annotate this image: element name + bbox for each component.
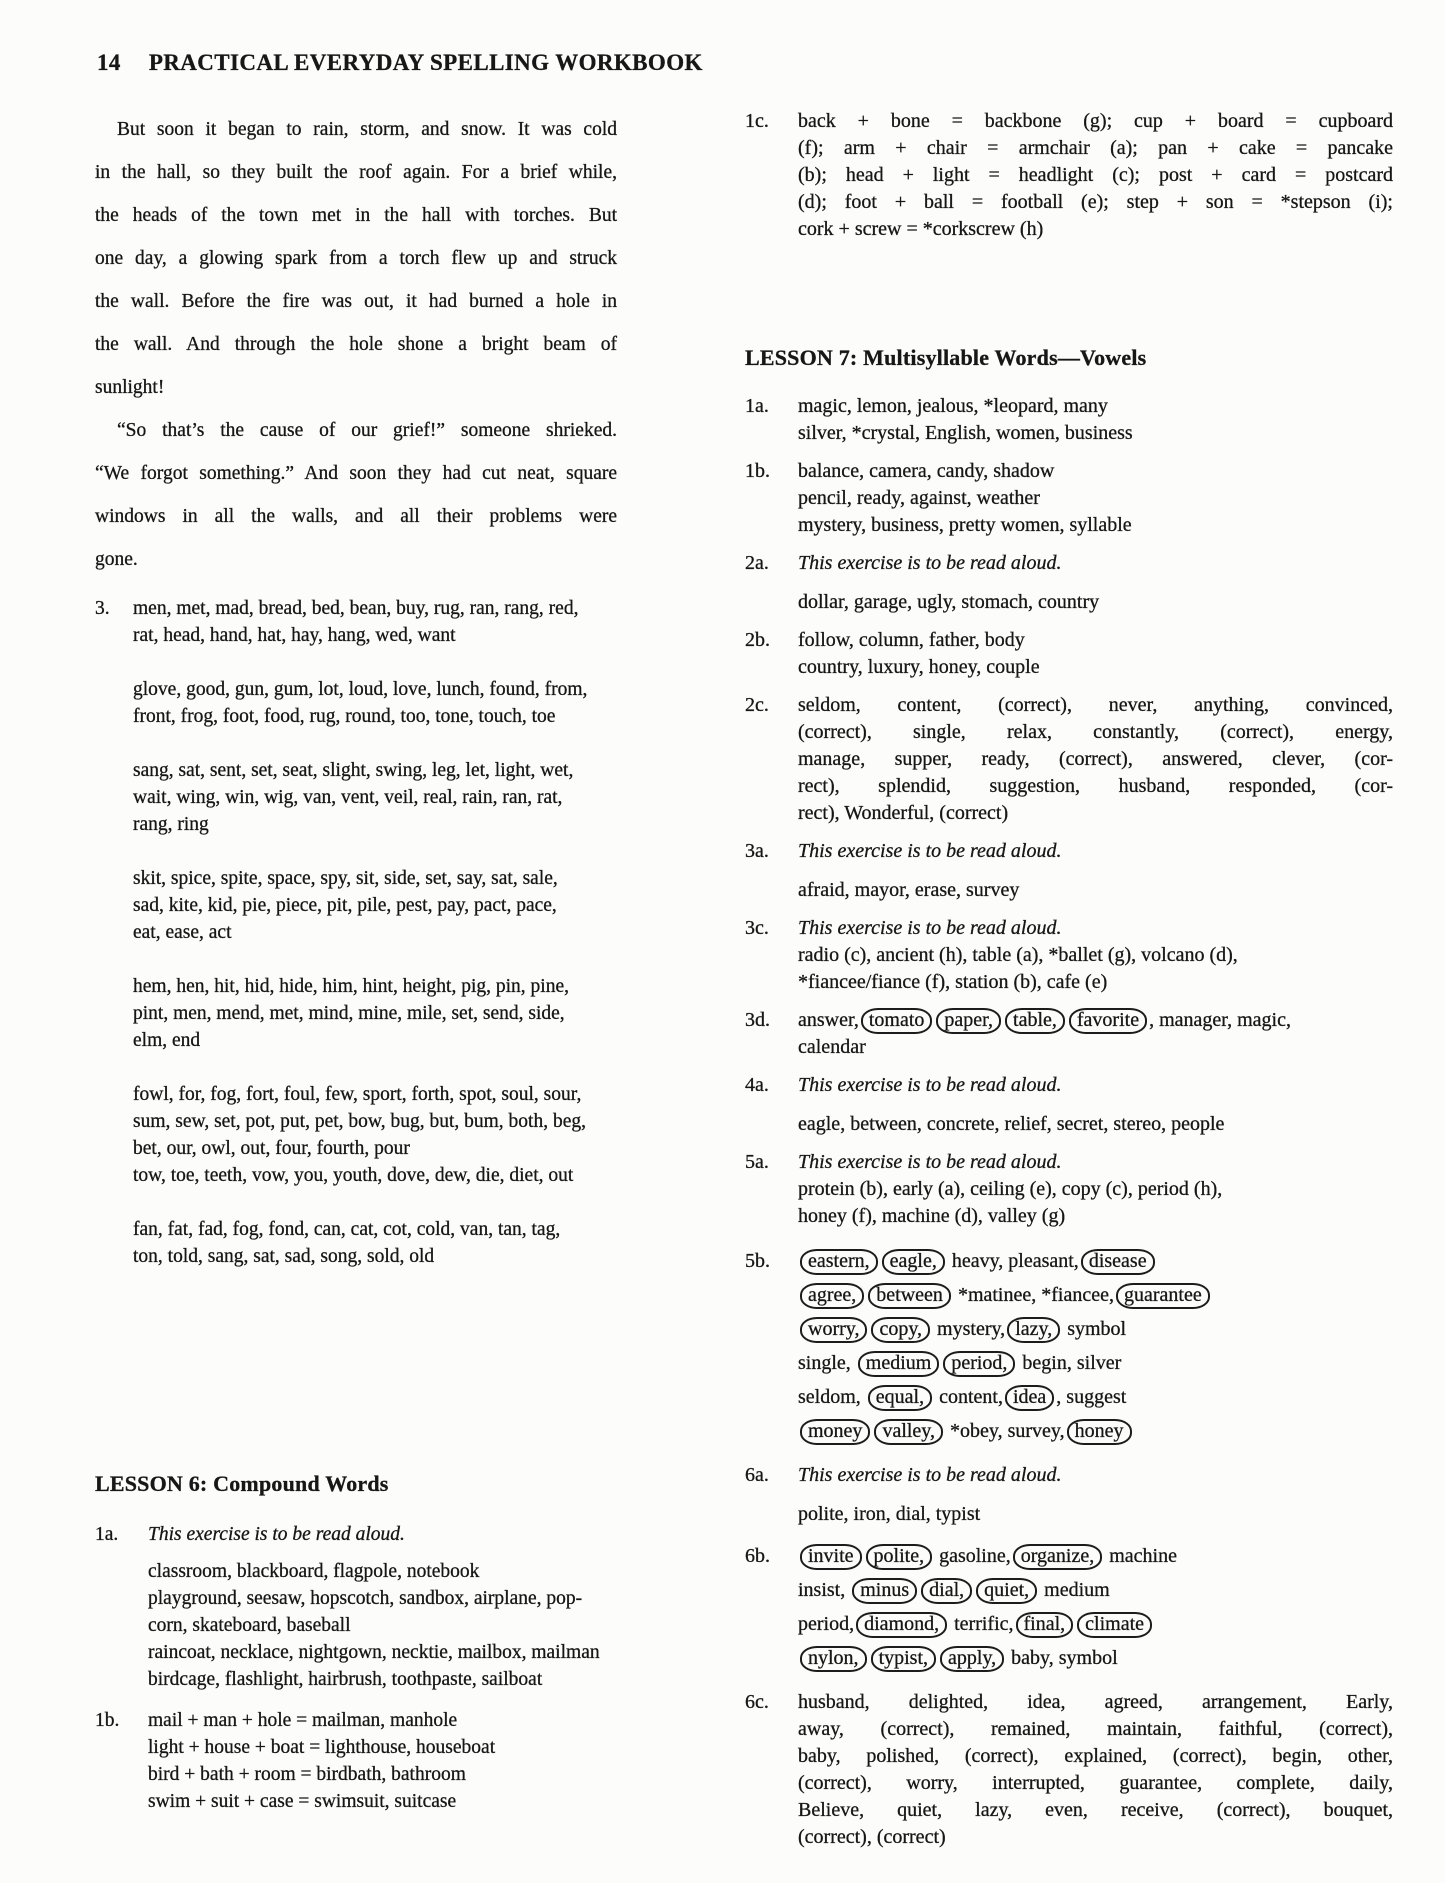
line-gap: [133, 1054, 617, 1081]
item-body: [798, 108, 1393, 243]
item-label: 1a.: [95, 1524, 119, 1545]
item-body: [95, 409, 617, 581]
circled-answer: typist,: [871, 1646, 936, 1672]
read-aloud-instruction: This exercise is to be read aloud.: [148, 1524, 405, 1545]
text-segment: *obey, survey,: [945, 1420, 1065, 1442]
item-1c: [745, 108, 1393, 243]
read-aloud-instruction: This exercise is to be read aloud.: [798, 552, 1062, 574]
text-line: silver, *crystal, English, women, business: [798, 422, 1133, 444]
item-body: [798, 1539, 1393, 1675]
text-line: (correct), (correct): [798, 1826, 946, 1848]
text-segment: period,: [798, 1613, 855, 1635]
text-line: rang, ring: [133, 814, 209, 835]
line-gap: [133, 946, 617, 973]
circled-answer: favorite: [1069, 1008, 1147, 1034]
item-label: 6a.: [745, 1464, 769, 1486]
text-line: [798, 1312, 1393, 1346]
text-line: seldom, content, (correct), never, anything, convinced,: [798, 694, 1393, 716]
item-label: 4a.: [745, 1074, 769, 1096]
item-2a: [745, 550, 1393, 616]
text-line: *fiancee/fiance (f), station (b), cafe (e): [798, 971, 1108, 993]
circled-answer: dial,: [921, 1578, 972, 1604]
item-1a-compound: [95, 1521, 617, 1693]
text-line: manage, supper, ready, (correct), answered, clever, (cor-: [798, 748, 1393, 770]
item-label: 2c.: [745, 694, 769, 716]
item-body: [798, 1244, 1393, 1448]
text-line: afraid, mayor, erase, survey: [798, 879, 1020, 901]
circled-answer: copy,: [871, 1317, 930, 1343]
circled-answer: medium: [858, 1351, 940, 1377]
text-line: wait, wing, win, wig, van, vent, veil, real, rain, ran, rat,: [133, 787, 563, 808]
spacer: [745, 255, 1393, 345]
item-label: 3.: [95, 598, 110, 619]
item-label: 3a.: [745, 840, 769, 862]
read-aloud-instruction: This exercise is to be read aloud.: [798, 1464, 1062, 1486]
text-line: tow, toe, teeth, vow, you, youth, dove, dew, die, diet, out: [133, 1165, 574, 1186]
item-3d: [745, 1007, 1393, 1061]
text-line: cork + screw = *corkscrew (h): [798, 218, 1044, 240]
text-line: mail + man + hole = mailman, manhole: [148, 1710, 458, 1731]
circled-answer: tomato: [861, 1008, 933, 1034]
item-6c: [745, 1689, 1393, 1851]
item-1b-compound: [95, 1707, 617, 1815]
text-line: rect), splendid, suggestion, husband, responded, (cor-: [798, 775, 1393, 797]
text-segment: *matinee, *fiancee,: [952, 1284, 1114, 1306]
text-segment: machine: [1104, 1545, 1177, 1567]
text-line: classroom, blackboard, flagpole, notebook: [148, 1561, 480, 1582]
item-label: 3d.: [745, 1009, 770, 1031]
item-2b: [745, 627, 1393, 681]
text-segment: , suggest: [1056, 1386, 1127, 1408]
circled-answer: invite: [800, 1544, 862, 1570]
item-5a: [745, 1149, 1393, 1230]
read-aloud-instruction: This exercise is to be read aloud.: [798, 840, 1062, 862]
circled-answer: idea: [1005, 1385, 1054, 1411]
text-line: windows in all the walls, and all their problems were: [95, 506, 617, 527]
text-line: (b); head + light = headlight (c); post + card = postcard: [798, 164, 1393, 186]
text-line: rat, head, hand, hat, hay, hang, wed, want: [133, 625, 456, 646]
text-line: “So that’s the cause of our grief!” someone shrieked.: [117, 420, 617, 441]
text-line: Believe, quiet, lazy, even, receive, (correct), bouquet,: [798, 1799, 1393, 1821]
text-line: [798, 1380, 1393, 1414]
text-line: playground, seesaw, hopscotch, sandbox, airplane, pop-: [148, 1588, 583, 1609]
text-line: polite, iron, dial, typist: [798, 1503, 981, 1525]
text-line: men, met, mad, bread, bed, bean, buy, rug, ran, rang, red,: [133, 598, 579, 619]
item-4a: [745, 1072, 1393, 1138]
item-body: [148, 1521, 617, 1693]
line-gap: [133, 649, 617, 676]
text-line: gone.: [95, 549, 138, 570]
item-2c: [745, 692, 1393, 827]
text-line: pint, men, mend, met, mind, mine, mile, set, send, side,: [133, 1003, 565, 1024]
circled-answer: valley,: [874, 1419, 943, 1445]
text-line: radio (c), ancient (h), table (a), *ballet (g), volcano (d),: [798, 944, 1238, 966]
text-segment: seldom,: [798, 1386, 866, 1408]
text-line: dollar, garage, ugly, stomach, country: [798, 591, 1100, 613]
text-line: [798, 1244, 1393, 1278]
text-line: bet, our, owl, out, four, fourth, pour: [133, 1138, 410, 1159]
circled-answer: quiet,: [976, 1578, 1037, 1604]
line-gap: [133, 1189, 617, 1216]
lesson-6-heading: LESSON 6: Compound Words: [95, 1471, 389, 1496]
item-5b: [745, 1244, 1393, 1448]
text-segment: mystery,: [932, 1318, 1006, 1340]
text-line: ton, told, sang, sat, sad, song, sold, old: [133, 1246, 435, 1267]
text-segment: begin, silver: [1017, 1352, 1122, 1374]
item-body: [133, 595, 617, 1270]
line-gap: [133, 838, 617, 865]
text-line: pencil, ready, against, weather: [798, 487, 1040, 509]
item-3a: [745, 838, 1393, 904]
text-line: the wall. And through the hole shone a bright beam of: [95, 334, 617, 355]
text-segment: gasoline,: [934, 1545, 1011, 1567]
circled-answer: guarantee: [1116, 1283, 1210, 1309]
item-body: [798, 458, 1393, 539]
item-1b: [745, 458, 1393, 539]
circled-answer: eagle,: [882, 1249, 945, 1275]
text-line: rect), Wonderful, (correct): [798, 802, 1009, 824]
text-line: But soon it began to rain, storm, and snow. It was cold: [117, 119, 617, 140]
text-line: eagle, between, concrete, relief, secret, stereo, people: [798, 1113, 1225, 1135]
text-line: baby, polished, (correct), explained, (correct), begin, other,: [798, 1745, 1393, 1767]
text-line: one day, a glowing spark from a torch flew up and struck: [95, 248, 617, 269]
circled-answer: disease: [1081, 1249, 1155, 1275]
text-line: fan, fat, fad, fog, fond, can, cat, cot, cold, van, tan, tag,: [133, 1219, 561, 1240]
item-body: [798, 1462, 1393, 1528]
circled-answer: between: [868, 1283, 951, 1309]
item-6a: [745, 1462, 1393, 1528]
text-line: [798, 1607, 1393, 1641]
circled-answer: equal,: [868, 1385, 932, 1411]
item-label: 2a.: [745, 552, 769, 574]
spacer: [95, 1281, 617, 1471]
item-body: [798, 915, 1393, 996]
lesson-7-heading: LESSON 7: Multisyllable Words—Vowels: [745, 345, 1147, 370]
text-line: bird + bath + room = birdbath, bathroom: [148, 1764, 466, 1785]
item-body: [798, 627, 1393, 681]
text-line: sum, sew, set, pot, put, pet, bow, bug, but, bum, both, beg,: [133, 1111, 586, 1132]
item-body: [798, 550, 1393, 616]
item-label: 2b.: [745, 629, 770, 651]
item-label: 3c.: [745, 917, 769, 939]
text-line: [798, 1346, 1393, 1380]
text-line: honey (f), machine (d), valley (g): [798, 1205, 1066, 1227]
text-line: hem, hen, hit, hid, hide, him, hint, height, pig, pin, pine,: [133, 976, 569, 997]
item-body: [798, 1072, 1393, 1138]
text-line: sunlight!: [95, 377, 165, 398]
text-line: protein (b), early (a), ceiling (e), copy (c), period (h),: [798, 1178, 1223, 1200]
circled-answer: polite,: [866, 1544, 933, 1570]
text-line: [798, 1007, 1393, 1034]
text-line: birdcage, flashlight, hairbrush, toothpaste, sailboat: [148, 1669, 543, 1690]
circled-answer: nylon,: [800, 1646, 867, 1672]
text-line: raincoat, necklace, nightgown, necktie, mailbox, mailman: [148, 1642, 600, 1663]
item-body: [95, 108, 617, 409]
text-line: [798, 1641, 1393, 1675]
text-line: “We forgot something.” And soon they had cut neat, square: [95, 463, 617, 484]
text-line: skit, spice, spite, space, spy, sit, side, set, say, sat, sale,: [133, 868, 558, 889]
text-segment: answer,: [798, 1009, 859, 1031]
text-line: [798, 1573, 1393, 1607]
text-line: (correct), worry, interrupted, guarantee, complete, daily,: [798, 1772, 1393, 1794]
item-body: [798, 393, 1393, 447]
circled-answer: organize,: [1013, 1544, 1103, 1570]
item-body: [798, 1007, 1393, 1061]
text-line: the wall. Before the fire was out, it had burned a hole in: [95, 291, 617, 312]
circled-answer: diamond,: [856, 1612, 947, 1638]
circled-answer: table,: [1005, 1008, 1065, 1034]
item-label: 1c.: [745, 110, 769, 132]
text-segment: symbol: [1062, 1318, 1127, 1340]
text-line: mystery, business, pretty women, syllable: [798, 514, 1132, 536]
text-line: follow, column, father, body: [798, 629, 1025, 651]
line-gap: [133, 730, 617, 757]
text-line: [798, 1278, 1393, 1312]
circled-answer: lazy,: [1007, 1317, 1060, 1343]
text-line: magic, lemon, jealous, *leopard, many: [798, 395, 1108, 417]
text-line: husband, delighted, idea, agreed, arrangement, Early,: [798, 1691, 1393, 1713]
story-paragraph-2: [95, 409, 617, 581]
circled-answer: eastern,: [800, 1249, 878, 1275]
circled-answer: minus: [852, 1578, 917, 1604]
item-body: [798, 1689, 1393, 1851]
text-line: the heads of the town met in the hall with torches. But: [95, 205, 617, 226]
item-body: [798, 1149, 1393, 1230]
circled-answer: period,: [943, 1351, 1015, 1377]
text-line: country, luxury, honey, couple: [798, 656, 1040, 678]
item-label: 6b.: [745, 1545, 770, 1567]
item-3c: [745, 915, 1393, 996]
item-label: 1b.: [745, 460, 770, 482]
text-line: eat, ease, act: [133, 922, 232, 943]
circled-answer: honey: [1067, 1419, 1132, 1445]
text-line: sad, kite, kid, pie, piece, pit, pile, pest, pay, pact, pace,: [133, 895, 557, 916]
text-line: light + house + boat = lighthouse, houseboat: [148, 1737, 496, 1758]
text-line: swim + suit + case = swimsuit, suitcase: [148, 1791, 457, 1812]
read-aloud-instruction: This exercise is to be read aloud.: [798, 1151, 1062, 1173]
text-line: in the hall, so they built the roof again. For a brief while,: [95, 162, 617, 183]
text-line: fowl, for, fog, fort, foul, few, sport, forth, spot, soul, sour,: [133, 1084, 582, 1105]
circled-answer: agree,: [800, 1283, 864, 1309]
text-line: (correct), single, relax, constantly, (correct), energy,: [798, 721, 1393, 743]
text-line: (d); foot + ball = football (e); step + son = *stepson (i);: [798, 191, 1393, 213]
text-segment: terrific,: [949, 1613, 1014, 1635]
text-line: sang, sat, sent, set, seat, slight, swing, leg, let, light, wet,: [133, 760, 574, 781]
text-segment: , manager, magic,: [1149, 1009, 1291, 1031]
text-segment: baby, symbol: [1006, 1647, 1118, 1669]
book-title: PRACTICAL EVERYDAY SPELLING WORKBOOK: [148, 50, 703, 75]
text-line: corn, skateboard, baseball: [148, 1615, 351, 1636]
text-line: front, frog, foot, food, rug, round, too, tone, touch, toe: [133, 706, 556, 727]
item-label: 5a.: [745, 1151, 769, 1173]
text-line: [798, 1414, 1393, 1448]
text-line: away, (correct), remained, maintain, faithful, (correct),: [798, 1718, 1393, 1740]
item-body: [798, 692, 1393, 827]
page-number: 14: [97, 50, 121, 75]
text-line: calendar: [798, 1036, 866, 1058]
text-segment: insist,: [798, 1579, 851, 1601]
text-line: elm, end: [133, 1030, 201, 1051]
item-body: [798, 838, 1393, 904]
item-label: 5b.: [745, 1250, 770, 1272]
item-label: 6c.: [745, 1691, 769, 1713]
circled-answer: paper,: [936, 1008, 1001, 1034]
item-body: [148, 1707, 617, 1815]
circled-answer: money: [800, 1419, 870, 1445]
running-header: [97, 50, 703, 76]
circled-answer: climate: [1077, 1612, 1152, 1638]
circled-answer: worry,: [800, 1317, 867, 1343]
text-line: balance, camera, candy, shadow: [798, 460, 1055, 482]
circled-answer: final,: [1016, 1612, 1074, 1638]
text-segment: single,: [798, 1352, 856, 1374]
circled-answer: apply,: [940, 1646, 1004, 1672]
text-line: (f); arm + chair = armchair (a); pan + cake = pancake: [798, 137, 1393, 159]
text-line: glove, good, gun, gum, lot, loud, love, lunch, found, from,: [133, 679, 588, 700]
text-segment: heavy, pleasant,: [946, 1250, 1079, 1272]
item-label: 1b.: [95, 1710, 120, 1731]
item-6b: [745, 1539, 1393, 1675]
item-1a: [745, 393, 1393, 447]
story-paragraph-1: [95, 108, 617, 409]
item-3: [95, 595, 617, 1270]
text-line: back + bone = backbone (g); cup + board = cupboard: [798, 110, 1393, 132]
item-label: 1a.: [745, 395, 769, 417]
text-segment: content,: [934, 1386, 1003, 1408]
text-line: [798, 1539, 1393, 1573]
read-aloud-instruction: This exercise is to be read aloud.: [798, 917, 1062, 939]
read-aloud-instruction: This exercise is to be read aloud.: [798, 1074, 1062, 1096]
left-column: [95, 108, 617, 1826]
right-column: [745, 108, 1393, 1862]
text-segment: medium: [1039, 1579, 1110, 1601]
